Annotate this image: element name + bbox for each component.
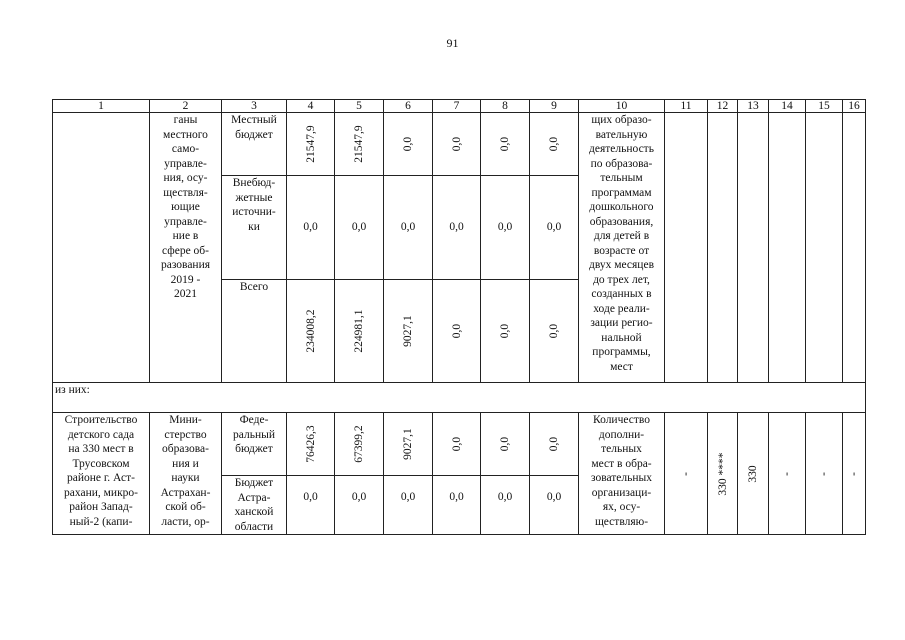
cell-col16-empty — [843, 113, 866, 383]
header-cell: 2 — [150, 100, 222, 113]
cell-value: 0,0 — [433, 176, 481, 280]
cell-value: 0,0 — [433, 280, 481, 383]
page-number: 91 — [446, 36, 459, 50]
cell-project-name: Строительство детского сада на 330 мест в Трусовском районе г. Аст- рахани, микро- район Запад- ный-2 (капи- — [53, 413, 150, 535]
cell-col15-value: - — [806, 413, 843, 535]
header-cell: 9 — [530, 100, 579, 113]
cell-value: 0,0 — [384, 176, 433, 280]
header-cell: 12 — [708, 100, 738, 113]
cell-col12-value: 330 **** — [708, 413, 738, 535]
header-cell: 11 — [665, 100, 708, 113]
cell-value: 0,0 — [530, 476, 579, 535]
cell-value: 0,0 — [481, 176, 530, 280]
header-cell: 4 — [287, 100, 335, 113]
header-cell: 15 — [806, 100, 843, 113]
cell-value: 0,0 — [530, 176, 579, 280]
header-cell: 7 — [433, 100, 481, 113]
cell-value: 0,0 — [384, 476, 433, 535]
cell-organization: Мини- стерство образова- ния и науки Астрахан- ской об- ласти, ор- — [150, 413, 222, 535]
cell-indicator-continued: щих образо- вательную деятельность по образова- тельным программам дошкольного образования, для детей в возрасте от двух месяцев до трех лет, созданных в ходе реали- зации регио- нальной программы, мест — [579, 113, 665, 383]
header-cell: 10 — [579, 100, 665, 113]
cell-value: 0,0 — [433, 476, 481, 535]
cell-value: 0,0 — [335, 176, 384, 280]
cell-col14-empty — [769, 113, 806, 383]
cell-source-local-budget: Местный бюджет — [222, 113, 287, 176]
cell-value: 0,0 — [481, 280, 530, 383]
cell-value: 0,0 — [481, 413, 530, 476]
cell-value: 0,0 — [530, 280, 579, 383]
cell-value: 21547,9 — [287, 113, 335, 176]
header-cell: 8 — [481, 100, 530, 113]
cell-col1-empty — [53, 113, 150, 383]
cell-value: 67399,2 — [335, 413, 384, 476]
cell-source-regional-budget: Бюджет Астра- ханской области — [222, 476, 287, 535]
table-row — [53, 113, 866, 176]
cell-source-extrabudgetary: Внебюд- жетные источни- ки — [222, 176, 287, 280]
subheader-row — [53, 383, 866, 413]
cell-value: 0,0 — [433, 113, 481, 176]
cell-value: 21547,9 — [335, 113, 384, 176]
header-cell: 5 — [335, 100, 384, 113]
cell-value: 0,0 — [530, 113, 579, 176]
cell-value: 0,0 — [335, 476, 384, 535]
header-cell: 3 — [222, 100, 287, 113]
cell-col13-empty — [738, 113, 769, 383]
cell-col15-empty — [806, 113, 843, 383]
cell-value: 0,0 — [530, 413, 579, 476]
header-cell: 13 — [738, 100, 769, 113]
header-cell: 14 — [769, 100, 806, 113]
cell-source-federal-budget: Феде- ральный бюджет — [222, 413, 287, 476]
header-cell: 16 — [843, 100, 866, 113]
cell-col16-value: - — [843, 413, 866, 535]
header-cell: 6 — [384, 100, 433, 113]
column-number-row — [53, 100, 866, 113]
cell-organization-continued: ганы местного само- управле- ния, осу- ществля- ющие управле- ние в сфере об- разования 2019 - 2021 — [150, 113, 222, 383]
cell-value: 0,0 — [287, 176, 335, 280]
cell-col13-value: 330 — [738, 413, 769, 535]
subheader-text: из них: — [53, 383, 866, 413]
cell-value: 0,0 — [481, 476, 530, 535]
cell-value: 9027,1 — [384, 413, 433, 476]
cell-value: 234008,2 — [287, 280, 335, 383]
cell-value: 76426,3 — [287, 413, 335, 476]
header-cell: 1 — [53, 100, 150, 113]
cell-indicator: Количество дополни- тельных мест в обра- зовательных организаци- ях, осу- ществляю- — [579, 413, 665, 535]
cell-source-total: Всего — [222, 280, 287, 383]
cell-value: 0,0 — [481, 113, 530, 176]
budget-table — [52, 99, 866, 535]
cell-value: 9027,1 — [384, 280, 433, 383]
cell-col11-value: - — [665, 413, 708, 535]
cell-value: 224981,1 — [335, 280, 384, 383]
cell-value: 0,0 — [287, 476, 335, 535]
cell-col12-empty — [708, 113, 738, 383]
cell-value: 0,0 — [384, 113, 433, 176]
cell-col14-value: - — [769, 413, 806, 535]
cell-col11-empty — [665, 113, 708, 383]
table-row — [53, 413, 866, 476]
cell-value: 0,0 — [433, 413, 481, 476]
